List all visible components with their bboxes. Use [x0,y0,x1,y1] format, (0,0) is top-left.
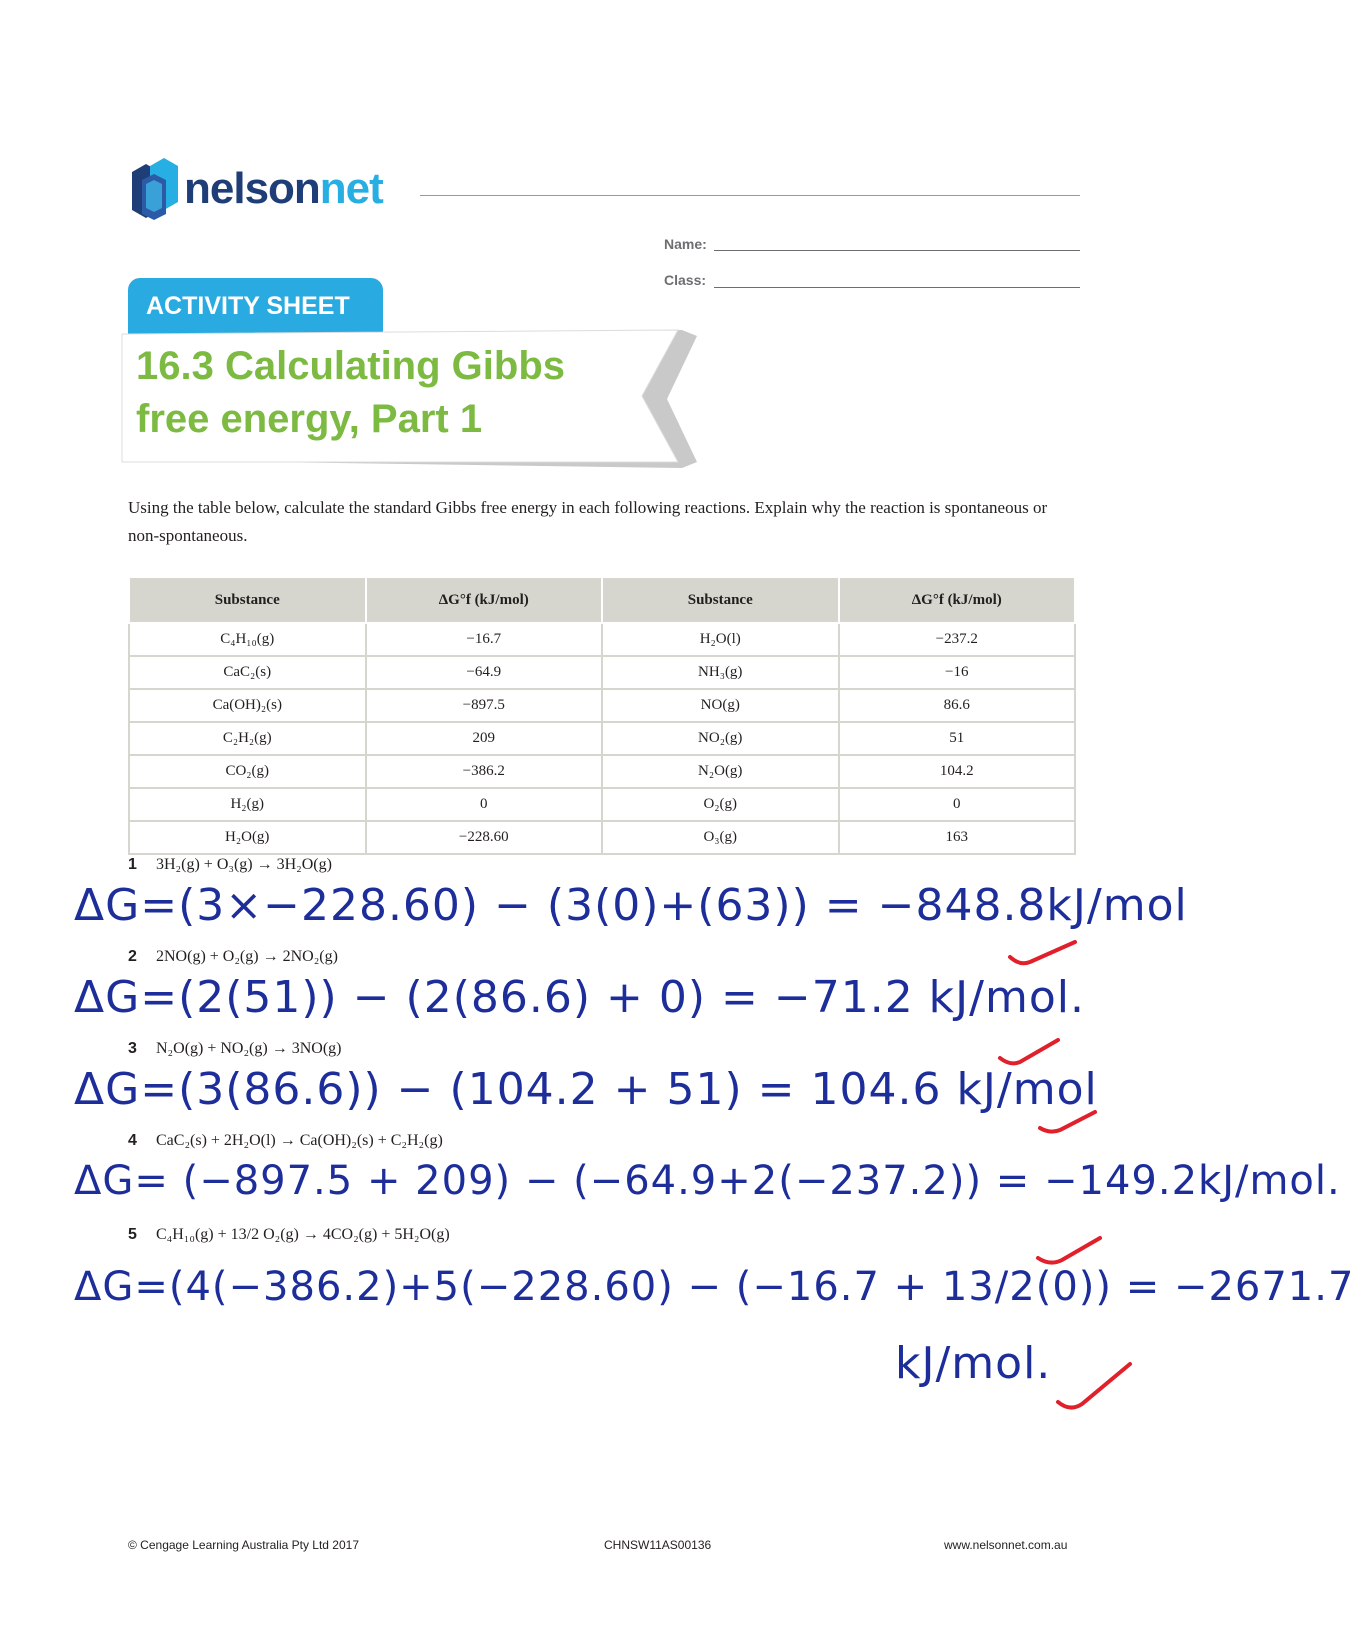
tick-icon [1038,1238,1100,1263]
table-cell: −897.5 [366,689,603,722]
table-cell: 0 [366,788,603,821]
question-equation: CaC₂(s) + 2H₂O(l) → Ca(OH)₂(s) + C₂H₂(g) [156,1132,443,1149]
question-number: 2 [128,948,137,965]
activity-sheet-badge: ACTIVITY SHEET [128,278,383,334]
handwritten-answer-1: ΔG=(3×−228.60) − (3(0)+(63)) = −848.8kJ/mol [74,880,1188,931]
logo-wordmark: nelsonnet [184,164,383,213]
instructions: Using the table below, calculate the standard Gibbs free energy in each following reactions. Explain why the reaction is spontaneous or non-spontaneous. [128,498,1048,545]
table-cell: O₂(g) [602,788,839,821]
table-cell: H₂O(g) [129,821,366,854]
question-equation: 2NO(g) + O₂(g) → 2NO₂(g) [156,948,338,965]
table-header: ΔG°f (kJ/mol) [839,577,1076,623]
handwritten-answer-3: ΔG=(3(86.6)) − (104.2 + 51) = 104.6 kJ/mol [74,1064,1098,1115]
table-cell: −16 [839,656,1076,689]
tick-icon [1058,1364,1130,1408]
class-label: Class: [664,272,707,288]
table-cell: 209 [366,722,603,755]
handwritten-answer-5-units: kJ/mol. [895,1338,1052,1389]
table-cell: H₂(g) [129,788,366,821]
table-cell: C₂H₂(g) [129,722,366,755]
handwritten-answer-5: ΔG=(4(−386.2)+5(−228.60) − (−16.7 + 13/2(0)) = −2671.7 [74,1264,1354,1310]
table-cell: N₂O(g) [602,755,839,788]
table-cell: H₂O(l) [602,623,839,656]
table-cell: −228.60 [366,821,603,854]
table-cell: CaC₂(s) [129,656,366,689]
name-label: Name: [664,236,707,252]
table-cell: 0 [839,788,1076,821]
footer-url[interactable]: www.nelsonnet.com.au [944,1538,1068,1552]
table-cell: Ca(OH)₂(s) [129,689,366,722]
tick-icon [1040,1112,1095,1132]
table-header: ΔG°f (kJ/mol) [366,577,603,623]
table-header: Substance [602,577,839,623]
table-cell: −64.9 [366,656,603,689]
table-cell: −386.2 [366,755,603,788]
table-cell: NH₃(g) [602,656,839,689]
footer-copyright: © Cengage Learning Australia Pty Ltd 2017 [128,1538,359,1552]
question-number: 4 [128,1132,137,1149]
footer-code: CHNSW11AS00136 [604,1538,712,1552]
table-cell: NO₂(g) [602,722,839,755]
question-equation: 3H₂(g) + O₃(g) → 3H₂O(g) [156,856,332,873]
title-line-1: 16.3 Calculating Gibbs [136,344,566,388]
table-cell: 104.2 [839,755,1076,788]
table-cell: −16.7 [366,623,603,656]
table-cell: −237.2 [839,623,1076,656]
table-cell: 86.6 [839,689,1076,722]
handwritten-answer-2: ΔG=(2(51)) − (2(86.6) + 0) = −71.2 kJ/mol. [74,972,1085,1023]
table-cell: C₄H₁₀(g) [129,623,366,656]
table-cell: O₃(g) [602,821,839,854]
question-equation: C₄H₁₀(g) + 13/2 O₂(g) → 4CO₂(g) + 5H₂O(g) [156,1226,450,1243]
question-equation: N₂O(g) + NO₂(g) → 3NO(g) [156,1040,342,1057]
title-line-2: free energy, Part 1 [136,397,483,441]
table-cell: 163 [839,821,1076,854]
handwritten-answer-4: ΔG= (−897.5 + 209) − (−64.9+2(−237.2)) = −149.2kJ/mol. [74,1158,1341,1204]
table-cell: NO(g) [602,689,839,722]
table-cell: 51 [839,722,1076,755]
table-cell: CO₂(g) [129,755,366,788]
question-number: 5 [128,1226,137,1243]
tick-icon [1010,942,1075,963]
table-header: Substance [129,577,366,623]
question-number: 3 [128,1040,137,1057]
question-number: 1 [128,856,137,873]
tick-icon [1000,1040,1058,1063]
